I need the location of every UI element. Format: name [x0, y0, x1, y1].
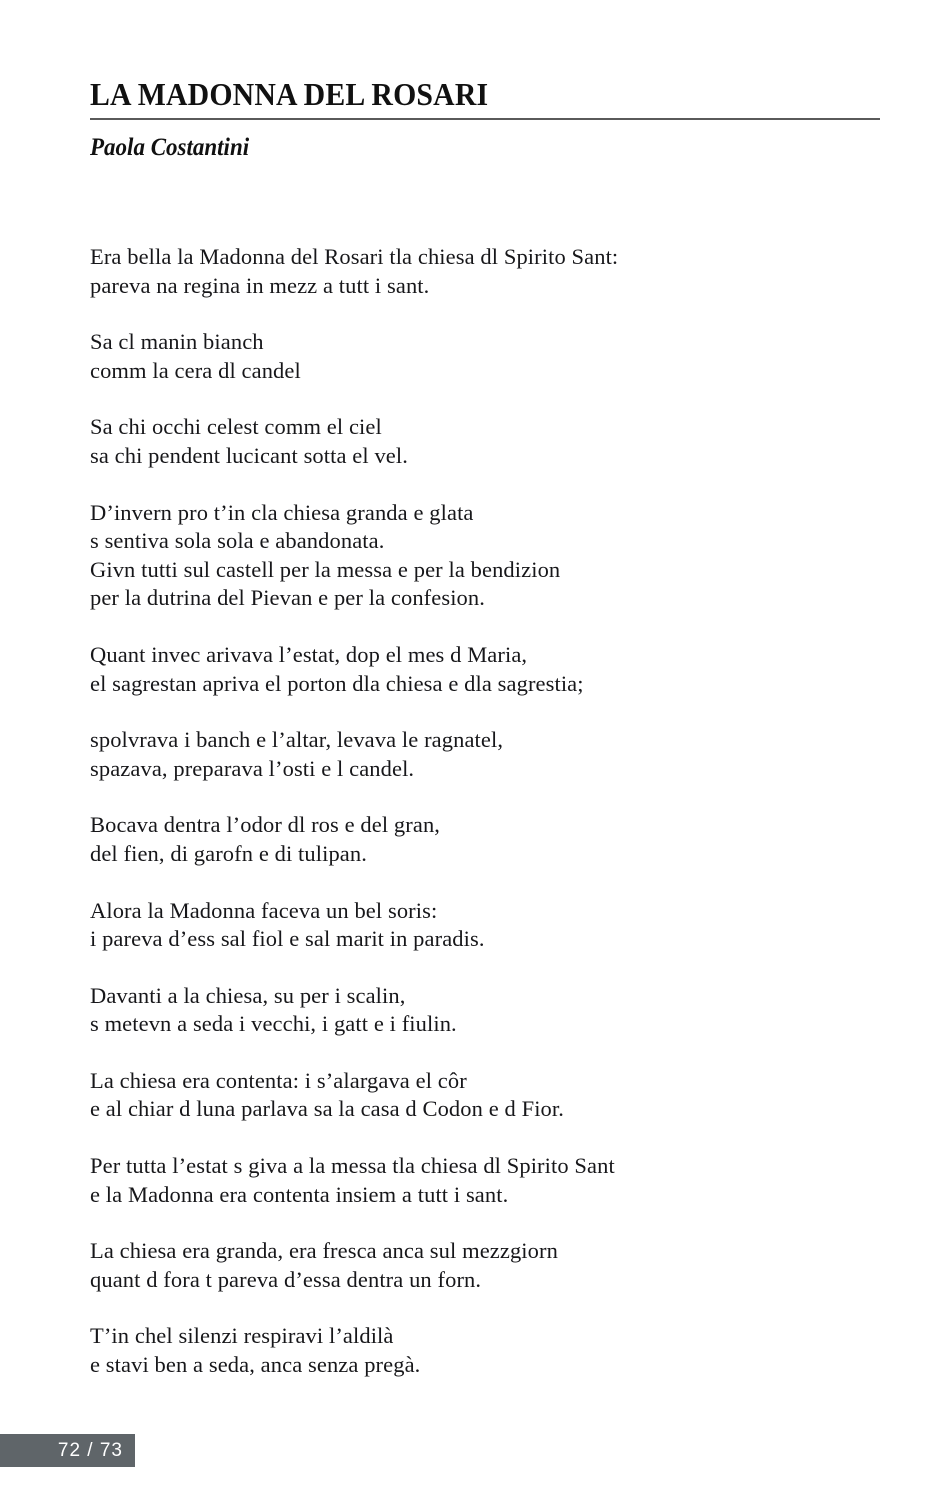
- poem-stanza: [90, 726, 880, 783]
- poem-line: s sentiva sola sola e abandonata.: [90, 528, 385, 554]
- poem-line: i pareva d’ess sal fiol e sal marit in paradis.: [90, 926, 485, 952]
- poem-stanza: [90, 413, 880, 470]
- poem-line: Era bella la Madonna del Rosari tla chiesa dl Spirito Sant:: [90, 244, 619, 269]
- poem-line: T’in chel silenzi respiravi l’aldilà: [90, 1323, 394, 1349]
- poem-line: el sagrestan apriva el porton dla chiesa e dla sagrestia;: [90, 670, 584, 696]
- poem-line: Sa chi occhi celest comm el ciel: [90, 414, 382, 440]
- poem-line: Bocava dentra l’odor dl ros e del gran,: [90, 812, 441, 838]
- poem-line: Quant invec arivava l’estat, dop el mes d Maria,: [90, 641, 528, 667]
- poem-line: e stavi ben a seda, anca senza pregà.: [90, 1352, 421, 1378]
- poem-line: Sa cl manin bianch: [90, 329, 264, 355]
- poem-stanza: [90, 982, 880, 1039]
- poem-line: spolvrava i banch e l’altar, levava le ragnatel,: [90, 727, 504, 753]
- poem-line: del fien, di garofn e di tulipan.: [90, 840, 367, 866]
- poem-line: spazava, preparava l’osti e l candel.: [90, 755, 415, 781]
- poem-line: La chiesa era granda, era fresca anca sul mezzgiorn: [90, 1238, 558, 1264]
- poem-line: Alora la Madonna faceva un bel soris:: [90, 897, 438, 923]
- page-title: LA MADONNA DEL ROSARI: [90, 76, 489, 112]
- poem-line: Givn tutti sul castell per la messa e per la bendizion: [90, 556, 561, 582]
- poem-stanza: [90, 499, 880, 613]
- poem-stanza: [90, 811, 880, 868]
- poem-line: D’invern pro t’in cla chiesa granda e glata: [90, 499, 474, 525]
- page-header: [90, 78, 880, 161]
- poem-line: s metevn a seda i vecchi, i gatt e i fiulin.: [90, 1011, 457, 1037]
- poem-line: Davanti a la chiesa, su per i scalin,: [90, 982, 406, 1008]
- poem-line: pareva na regina in mezz a tutt i sant.: [90, 272, 430, 298]
- poem-stanza: [90, 1237, 880, 1294]
- poem-line: Per tutta l’estat s giva a la messa tla chiesa dl Spirito Sant: [90, 1153, 615, 1179]
- poem-line: e la Madonna era contenta insiem a tutt i sant.: [90, 1181, 509, 1207]
- author-name: Paola Costantini: [90, 133, 250, 161]
- poem-line: comm la cera dl candel: [90, 357, 301, 383]
- poem-line: La chiesa era contenta: i s’alargava el côr: [90, 1067, 467, 1093]
- poem-line: quant d fora t pareva d’essa dentra un forn.: [90, 1266, 482, 1292]
- poem-line: per la dutrina del Pievan e per la confesion.: [90, 585, 485, 611]
- poem-stanza: [90, 897, 880, 954]
- poem-stanza: [90, 1067, 880, 1124]
- poem-stanza: [90, 641, 880, 698]
- poem-stanza: [90, 1152, 880, 1209]
- poem-line: sa chi pendent lucicant sotta el vel.: [90, 442, 408, 468]
- page-number-badge: [0, 1434, 135, 1467]
- page-number-label: 72 / 73: [57, 1440, 123, 1461]
- poem-line: e al chiar d luna parlava sa la casa d Codon e d Fior.: [90, 1096, 564, 1122]
- title-divider: [90, 118, 880, 120]
- poem-stanza: [90, 243, 880, 300]
- poem-stanza: [90, 328, 880, 385]
- poem-stanza: [90, 1322, 880, 1379]
- poem-body: [90, 243, 880, 1380]
